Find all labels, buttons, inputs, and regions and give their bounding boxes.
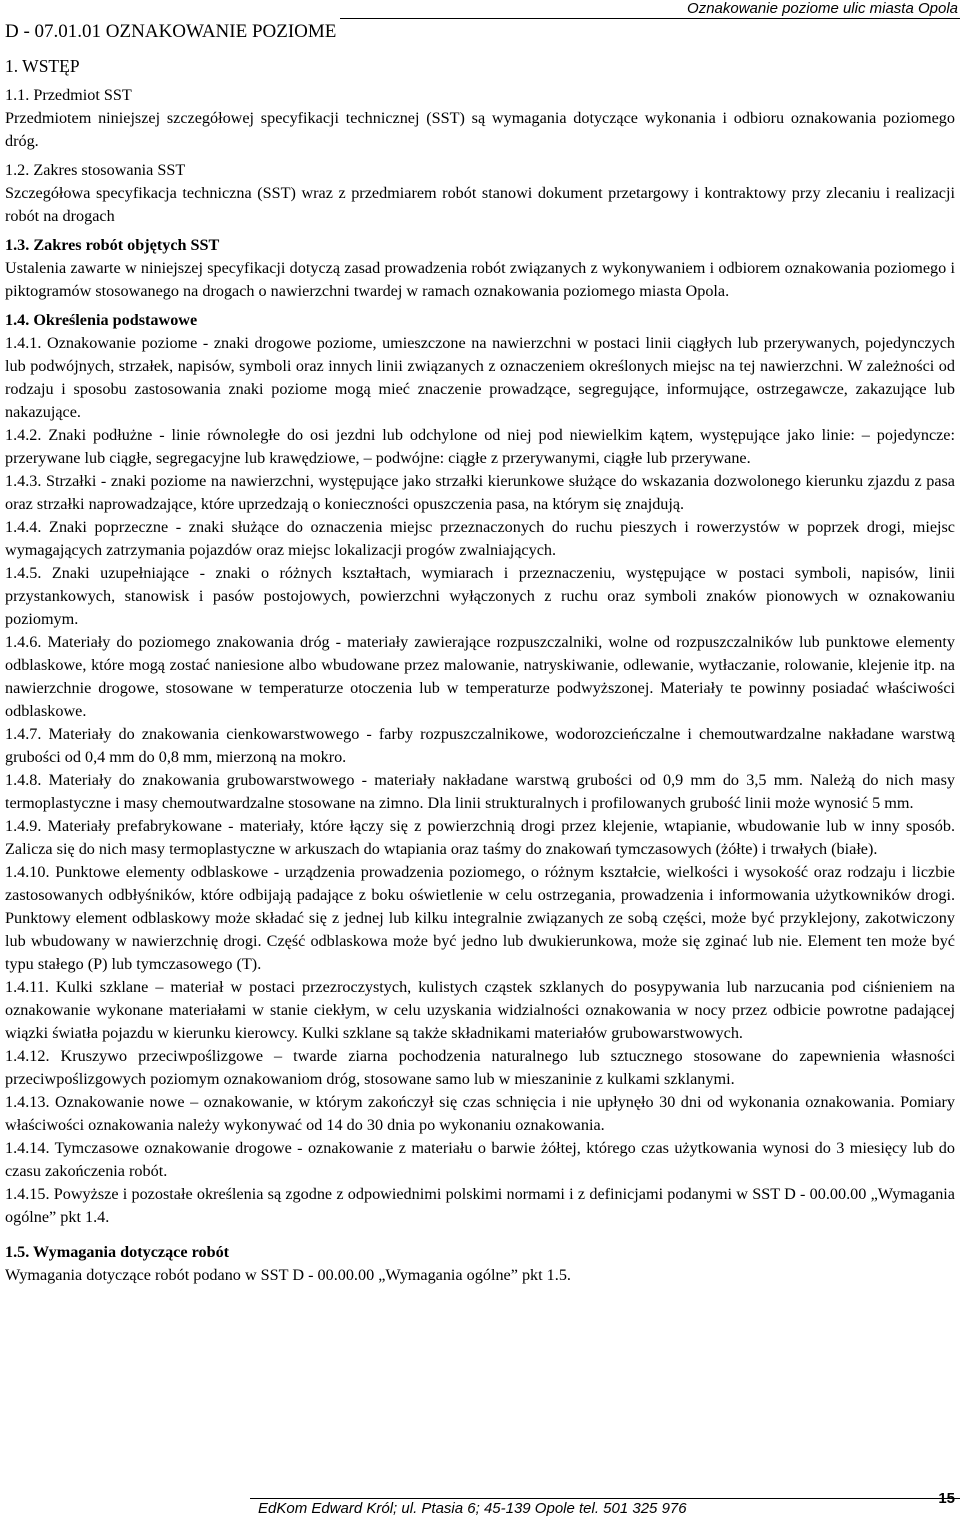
definition-text: Tymczasowe oznakowanie drogowe - oznakowanie z materiału o barwie żółtej, którego czas użytkowania wynosi do 3 miesięcy lub do czasu zakończenia robót.: [5, 1139, 955, 1180]
definition-item: [5, 1137, 955, 1183]
page-number: 15: [938, 1490, 955, 1507]
definition-item: [5, 332, 955, 424]
definition-item: [5, 1183, 955, 1229]
definition-item: [5, 723, 955, 769]
definition-item: [5, 1045, 955, 1091]
definition-number: 1.4.11.: [5, 978, 49, 996]
definition-text: Materiały do poziomego znakowania dróg - materiały zawierające rozpuszczalniki, wolne od rozpuszczalników lub punktowe elementy odblaskowe, które mogą zostać naniesione albo wbudowane przez malowanie, natryskiwanie, odlewanie, wytłaczanie, rolowanie, klejenie itp. na nawierzchnie drogowe, stosowane w temperaturze otoczenia lub w temperaturze podwyższonej. Materiały te powinny posiadać właściwości odblaskowe.: [5, 633, 955, 720]
definition-item: [5, 562, 955, 631]
definition-number: 1.4.5.: [5, 564, 42, 582]
definitions-list: [5, 332, 955, 1229]
definition-item: [5, 861, 955, 976]
section-heading-1-3: 1.3. Zakres robót objętych SST: [5, 236, 220, 254]
section-text-1-1: Przedmiotem niniejszej szczegółowej specyfikacji technicznej (SST) są wymagania dotyczące wykonania i odbioru oznakowania poziomego dróg.: [5, 109, 955, 150]
definition-number: 1.4.7.: [5, 725, 42, 743]
definition-item: [5, 815, 955, 861]
definition-text: Powyższe i pozostałe określenia są zgodne z odpowiednimi polskimi normami i z definicjami podanymi w SST D - 00.00.00 „Wymagania ogólne” pkt 1.4.: [5, 1185, 955, 1226]
document-title: D - 07.01.01 OZNAKOWANIE POZIOME: [5, 21, 337, 42]
section-text-1-3: Ustalenia zawarte w niniejszej specyfikacji dotyczą zasad prowadzenia robót związanych z wykonywaniem i odbiorem oznakowania poziomego i piktogramów stosowanego na drogach o nawierzchni twardej w ramach oznakowania poziomego miasta Opola.: [5, 259, 955, 300]
section-text-1-2: Szczegółowa specyfikacja techniczna (SST) wraz z przedmiarem robót stanowi dokument przetargowy i kontraktowy przy zlecaniu i realizacji robót na drogach: [5, 184, 955, 225]
definition-text: Znaki poprzeczne - znaki służące do oznaczenia miejsc przeznaczonych do ruchu pieszych i rowerzystów w poprzek drogi, miejsc wymagających zatrzymania pojazdów oraz miejsc lokalizacji progów zwalniających.: [5, 518, 955, 559]
definition-number: 1.4.14.: [5, 1139, 50, 1157]
definition-number: 1.4.9.: [5, 817, 42, 835]
definition-number: 1.4.15.: [5, 1185, 50, 1203]
definition-text: Znaki podłużne - linie równoległe do osi jezdni lub odchylone od niej pod niewielkim kątem, występujące jako linie: – pojedyncze: przerywane lub ciągłe, segregacyjne lub krawędziowe, – podwójne: ciągłe z przerywanymi, ciągłe lub przerywane.: [5, 426, 955, 467]
definition-text: Punktowe elementy odblaskowe - urządzenia prowadzenia poziomego, o różnym kształcie, wielkości i wysokość oraz rodzaju i liczbie zastosowanych odbłyśników, które odbijają padające z boku oświetlenie w celu ostrzegania, prowadzenia i informowania użytkowników drogi. Punktowy element odblaskowy może składać się z jednej lub kilku integralnie związanych ze sobą części, może być przyklejony, zakotwiczony lub wbudowany w nawierzchnię drogi. Część odblaskowa może być jedno lub dwukierunkowa, może się zginać lub nie. Element ten może być typu stałego (P) lub tymczasowego (T).: [5, 863, 955, 973]
definition-item: [5, 1091, 955, 1137]
definition-item: [5, 769, 955, 815]
definition-text: Oznakowanie nowe – oznakowanie, w którym zakończył się czas schnięcia i nie upłynęło 30 dni od wykonania oznakowania. Pomiary właściwości oznakowania należy wykonywać od 14 do 30 dnia po wykonaniu oznakowania.: [5, 1093, 955, 1134]
definition-text: Kruszywo przeciwpoślizgowe – twarde ziarna pochodzenia naturalnego lub sztucznego stosowane do zapewnienia własności przeciwpoślizgowych poziomym oznakowaniom dróg, stosowane samo lub w mieszaninie z kulkami szklanymi.: [5, 1047, 955, 1088]
definition-item: [5, 631, 955, 723]
definition-text: Materiały prefabrykowane - materiały, które łączy się z powierzchnią drogi przez klejenie, wtapianie, wbudowanie lub w inny sposób. Zalicza się do nich masy termoplastyczne w arkuszach do wtapiania oraz taśmy do znakowań tymczasowych (żółte) i trwałych (białe).: [5, 817, 955, 858]
section-text-1-5: Wymagania dotyczące robót podano w SST D - 00.00.00 „Wymagania ogólne” pkt 1.5.: [5, 1266, 571, 1284]
section-heading-1-4: 1.4. Określenia podstawowe: [5, 311, 198, 329]
definition-number: 1.4.2.: [5, 426, 42, 444]
definition-number: 1.4.1.: [5, 334, 42, 352]
definition-text: Strzałki - znaki poziome na nawierzchni, występujące jako strzałki kierunkowe służące do wskazania dozwolonego kierunku zjazdu z pasa oraz strzałki naprowadzające, które uprzedzają o konieczności opuszczenia pasa, na którym się znajdują.: [5, 472, 955, 513]
definition-text: Materiały do znakowania grubowarstwowego - materiały nakładane warstwą grubości od 0,9 mm do 3,5 mm. Należą do nich masy termoplastyczne i masy chemoutwardzalne stosowane na zimno. Dla linii strukturalnych i profilowanych grubość linii może wynosić 5 mm.: [5, 771, 955, 812]
definition-number: 1.4.8.: [5, 771, 42, 789]
definition-number: 1.4.3.: [5, 472, 42, 490]
definition-text: Znaki uzupełniające - znaki o różnych kształtach, wymiarach i przeznaczeniu, występujące w postaci symboli, napisów, linii przystankowych, stanowisk i pasów postojowych, powierzchni wyłączonych z ruchu oraz symboli znaków pionowych w oznakowaniu poziomym.: [5, 564, 955, 628]
definition-number: 1.4.4.: [5, 518, 42, 536]
section-heading-1-5: 1.5. Wymagania dotyczące robót: [5, 1243, 230, 1261]
definition-text: Oznakowanie poziome - znaki drogowe poziome, umieszczone na nawierzchni w postaci linii ciągłych lub przerywanych, pojedynczych lub podwójnych, strzałek, napisów, symboli oraz innych linii związanych z oznaczeniem określonych miejsc na tej nawierzchni. W zależności od rodzaju i sposobu zastosowania znaki poziome mogą mieć znaczenie prowadzące, segregujące, informujące, ostrzegawcze, zakazujące lub nakazujące.: [5, 334, 955, 421]
definition-text: Kulki szklane – materiał w postaci przezroczystych, kulistych cząstek szklanych do posypywania lub narzucania pod ciśnieniem na oznakowanie wykonane materiałami w stanie ciekłym, w celu uzyskania widzialności oznakowania w nocy przez odbicie powrotne padającej wiązki światła pojazdu w kierunku kierowcy. Kulki szklane są także składnikami materiałów grubowarstwowych.: [5, 978, 955, 1042]
definition-number: 1.4.10.: [5, 863, 50, 881]
footer-contact: EdKom Edward Król; ul. Ptasia 6; 45-139 Opole tel. 501 325 976: [258, 1500, 687, 1517]
document-body: [5, 55, 955, 1287]
definition-number: 1.4.6.: [5, 633, 42, 651]
definition-item: [5, 470, 955, 516]
definition-item: [5, 516, 955, 562]
running-header: Oznakowanie poziome ulic miasta Opola: [340, 0, 960, 19]
section-heading-1-1: 1.1. Przedmiot SST: [5, 86, 132, 104]
definition-item: [5, 976, 955, 1045]
definition-text: Materiały do znakowania cienkowarstwowego - farby rozpuszczalnikowe, wodorozcieńczalne i chemoutwardzalne nakładane warstwą grubości od 0,4 mm do 0,8 mm, mierzoną na mokro.: [5, 725, 955, 766]
definition-number: 1.4.12.: [5, 1047, 50, 1065]
section-heading-1-2: 1.2. Zakres stosowania SST: [5, 161, 186, 179]
definition-item: [5, 424, 955, 470]
section-heading-intro: 1. WSTĘP: [5, 56, 80, 76]
definition-number: 1.4.13.: [5, 1093, 50, 1111]
footer-divider: [250, 1498, 960, 1499]
